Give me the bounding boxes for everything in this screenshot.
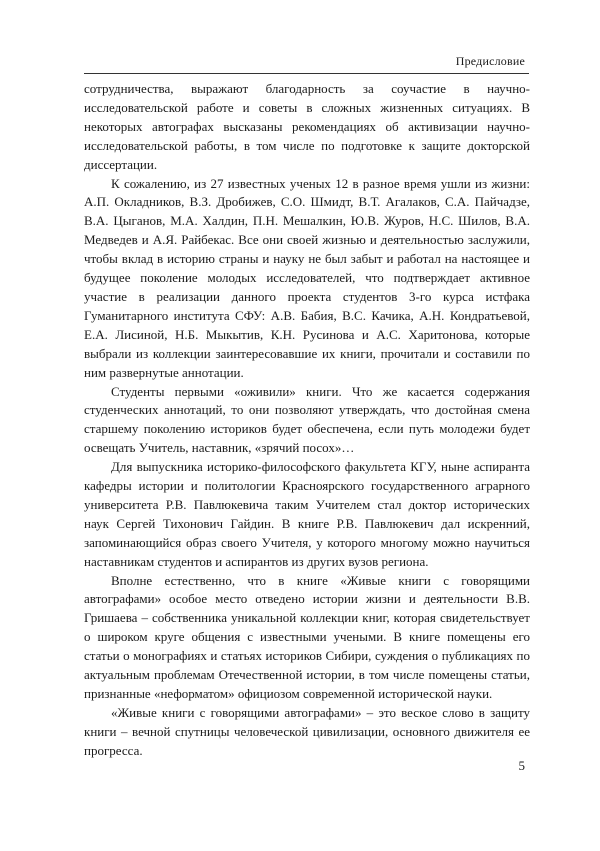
running-header-title: Предисловие [455, 54, 525, 68]
paragraph-continuation: сотрудничества, выражают благодарность за соучастие в научно-исследовательской работе и советы в сложных жизненных ситуациях. В некоторых автографах высказаны рекомендациях об активизации научно-исследовательской работы, в том числе по подготовке к защите докторской диссертации. [84, 81, 530, 172]
paragraph-grishaev: Вполне естественно, что в книге «Живые книги с говорящими автографами» особое место отведено истории жизни и деятельности В.В. Гришаева – собственника уникальной коллекции книг, которая свидетельствует о широком круге общения с известными учеными. В книге помещены его статьи о монографиях и статьях историков Сибири, суждения о публикациях по актуальным проблемам Отечественной истории, в том числе помещены статьи, признанные «неформатом» официозом современной исторической науки. [84, 572, 530, 701]
paragraph-teacher: Для выпускника историко-философского факультета КГУ, ныне аспиранта кафедры истории и политологии Красноярского государственного аграрного университета Р.В. Павлюкевича таким Учителем стал доктор исторических наук Сергей Тихонович Гайдин. В книге Р.В. Павлюкевич дал искренний, запоминающийся образ своего Учителя, у которого многому можно научиться наставникам студентов и аспирантов из других вузов региона. [84, 459, 530, 569]
page-body [84, 80, 530, 761]
paragraph-students: Студенты первыми «оживили» книги. Что же касается содержания студенческих аннотаций, то они позволяют утверждать, что достойная смена старшему поколению историков будет обеспечена, если путь молодежи будет освещать Учитель, наставник, «зрячий посох»… [84, 383, 530, 456]
paragraph-deceased-scholars: К сожалению, из 27 известных ученых 12 в разное время ушли из жизни: А.П. Окладников, В.З. Дробижев, С.О. Шмидт, В.Т. Агалаков, С.А. Пайчадзе, В.А. Цыганов, М.А. Халдин, П.Н. Мешалкин, Ю.В. Журов, Н.С. Шилов, В.А. Медведев и А.Я. Райбекас. Все они своей жизнью и деятельностью заслужили, чтобы вклад в историю страны и науку не был забыт и работал на настоящее и будущее поколение молодых исследователей, что подтверждает активное участие в реализации данного проекта студентов 3-го курса истфака Гуманитарного института СФУ: А.В. Бабия, В.С. Качика, А.Н. Кондратьевой, Е.А. Лисиной, Н.Б. Мыкытив, К.Н. Русинова и А.С. Харитонова, которые выбрали из коллекции заинтересовавшие их книги, прочитали и составили по ним развернутые аннотации. [84, 175, 530, 380]
header-rule [84, 73, 529, 74]
paragraph-conclusion: «Живые книги с говорящими автографами» – это веское слово в защиту книги – вечной спутницы человеческой цивилизации, основного движителя ее прогресса. [84, 704, 530, 758]
page-number: 5 [518, 758, 525, 773]
